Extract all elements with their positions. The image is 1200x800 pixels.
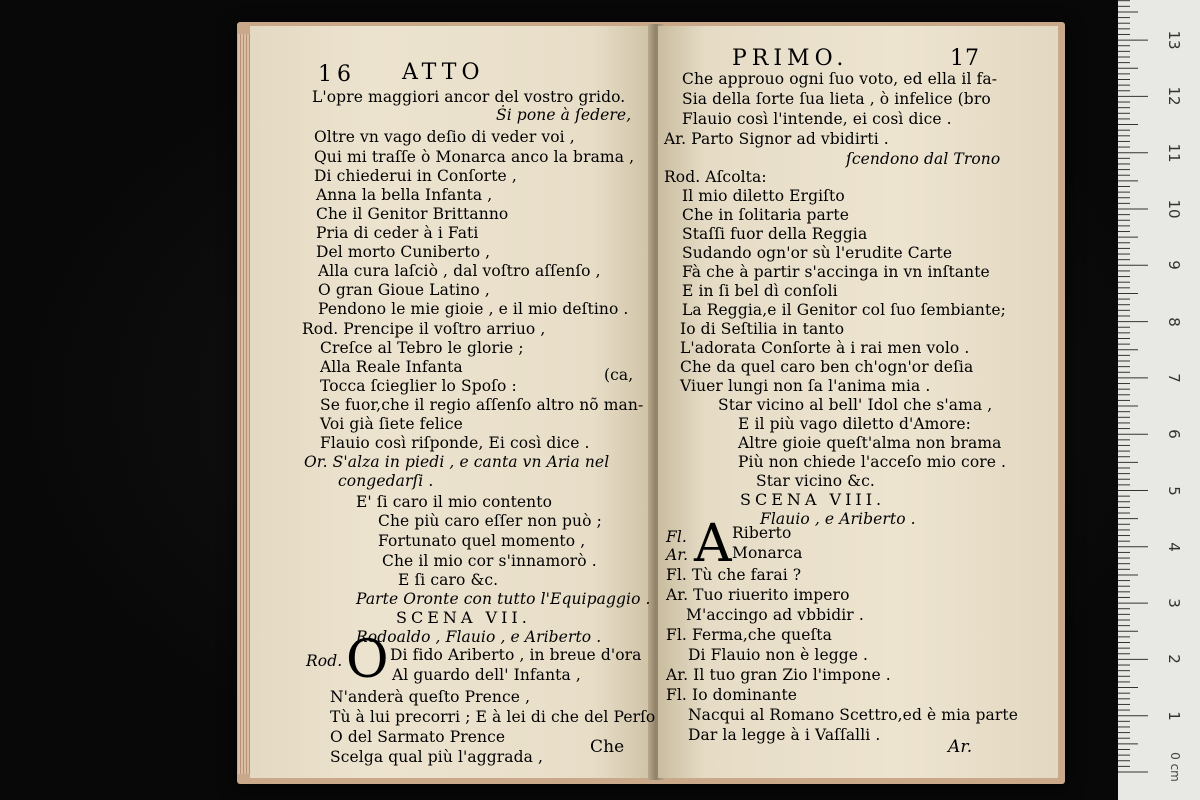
- text-line: Oltre vn vago deſio di veder voi ,: [314, 128, 575, 146]
- text-fragment: (ca,: [604, 366, 634, 384]
- ruler-number: 5: [1165, 485, 1183, 496]
- text-line: Scelga qual più l'aggrada ,: [330, 748, 544, 766]
- catchword: Che: [590, 737, 625, 757]
- ruler-number: 11: [1165, 143, 1183, 163]
- text-line: L'adorata Conſorte à i rai men volo .: [680, 339, 970, 357]
- aria-line: E' ſi caro il mio contento: [356, 493, 553, 511]
- text-line: Voi già ſiete felice: [320, 415, 463, 433]
- text-line: Alla cura laſciò , dal voſtro aſſenſo ,: [318, 262, 601, 280]
- left-page-number: 16: [318, 62, 356, 87]
- scene-characters: Rodoaldo , Flauio , e Ariberto .: [356, 628, 602, 646]
- text-line: O gran Gioue Latino ,: [318, 281, 490, 299]
- aria-line: Che più caro eſſer non può ;: [378, 512, 602, 530]
- speaker-line: Ar. Il tuo gran Zio l'impone .: [666, 666, 891, 684]
- stage-direction: Or. S'alza in piedi , e canta vn Aria nel: [304, 453, 610, 471]
- speaker-line: Fl. Io dominante: [666, 686, 798, 704]
- ruler-number: 6: [1165, 429, 1183, 439]
- text-line: Io di Seſtilia in tanto: [680, 320, 845, 338]
- text-line: O del Sarmato Prence: [330, 728, 506, 746]
- stage-direction: ſcendono dal Trono: [846, 150, 1001, 168]
- drop-cap: O: [346, 630, 389, 690]
- scene-heading: SCENA VIII.: [740, 490, 886, 509]
- scene-characters: Flauio , e Ariberto .: [760, 510, 916, 528]
- drop-cap: A: [694, 514, 732, 574]
- text-line: Nacqui al Romano Scettro,ed è mia parte: [688, 706, 1018, 724]
- text-line: Se fuor,che il regio aſſenſo altro nõ man-: [320, 396, 644, 414]
- left-running-head: ATTO: [402, 60, 485, 85]
- speaker-line: Ar. Tuo riuerito impero: [666, 586, 850, 604]
- ruler-number: 3: [1165, 598, 1183, 608]
- aria-line: Fortunato quel momento ,: [378, 532, 586, 550]
- aria-line: Altre gioie queſt'alma non brama: [738, 434, 1002, 452]
- speaker-line: Fl. Ferma,che queſta: [666, 626, 832, 644]
- ruler-number: 2: [1165, 654, 1183, 665]
- text-line: Sia della ſorte ſua lieta , ò infelice (bro: [682, 90, 991, 108]
- stage-direction: Ṡi pone à ſedere,: [496, 106, 632, 124]
- aria-line: Più non chiede l'acceſo mio core .: [738, 453, 1007, 471]
- text-line: M'accingo ad vbbidir .: [686, 606, 864, 624]
- text-line: Anna la bella Infanta ,: [316, 186, 493, 204]
- text-line: Fà che à partir s'accinga in vn inſtante: [682, 263, 990, 281]
- aria-line: E ſi caro &c.: [398, 571, 499, 589]
- speaker-label: Ar.: [666, 546, 689, 564]
- text-line: Che in ſolitaria parte: [682, 206, 849, 224]
- aria-line: Che il mio cor s'innamorò .: [382, 552, 597, 570]
- text-line: Che il Genitor Brittanno: [316, 205, 509, 223]
- text-line: Riberto: [732, 524, 792, 542]
- ruler-number: 4: [1165, 542, 1183, 552]
- text-line: N'anderà queſto Prence ,: [330, 688, 531, 706]
- speaker-line: Rod. Prencipe il voſtro arriuo ,: [302, 320, 546, 338]
- text-line: Al guardo dell' Infanta ,: [392, 666, 581, 684]
- text-line: Di chiederui in Conſorte ,: [314, 167, 517, 185]
- speaker-label: Fl.: [666, 528, 687, 546]
- text-line: La Reggia,e il Genitor col ſuo ſembiante;: [682, 301, 1006, 319]
- scene-heading: SCENA VII.: [396, 608, 531, 627]
- ruler-number: 12: [1165, 86, 1183, 106]
- text-line: Tocca ſcieglier lo Spoſo :: [320, 377, 517, 395]
- text-line: Il mio diletto Ergiſto: [682, 187, 845, 205]
- speaker-label: Rod.: [306, 652, 343, 670]
- catchword: Ar.: [948, 737, 973, 757]
- text-line: Flauio così riſponde, Ei così dice .: [320, 434, 590, 452]
- right-page-number: 17: [950, 46, 980, 71]
- aria-line: Star vicino al bell' Idol che s'ama ,: [718, 396, 993, 414]
- text-line: Di Flauio non è legge .: [688, 646, 869, 664]
- ruler-number: 8: [1165, 316, 1183, 327]
- text-line: Del morto Cuniberto ,: [316, 243, 491, 261]
- text-line: Dar la legge à i Vaſſalli .: [688, 726, 881, 744]
- measuring-ruler: [1118, 0, 1200, 800]
- aria-line: E il più vago diletto d'Amore:: [738, 415, 971, 433]
- text-line: Viuer lungi non ſa l'anima mia .: [680, 377, 931, 395]
- text-line: L'opre maggiori ancor del vostro grido.: [312, 88, 626, 106]
- ruler-number: 10: [1165, 199, 1183, 219]
- ruler-ticks: [1118, 0, 1200, 800]
- text-line: Che da quel caro ben ch'ogn'or deſia: [680, 358, 974, 376]
- text-line: Qui mi traſſe ò Monarca anco la brama ,: [314, 148, 635, 166]
- ruler-unit-label: 0 cm: [1167, 752, 1182, 782]
- ruler-number: 1: [1165, 710, 1183, 721]
- text-line: Alla Reale Infanta: [320, 358, 463, 376]
- aria-line: Star vicino &c.: [756, 472, 875, 490]
- text-line: Sudando ogn'or sù l'erudite Carte: [682, 244, 953, 262]
- text-line: Pria di ceder à i Fati: [316, 224, 479, 242]
- text-line: Staſſi fuor della Reggia: [682, 225, 868, 243]
- stage-direction: congedarſi .: [338, 472, 434, 490]
- text-line: E in ſi bel dì conſoli: [682, 282, 838, 300]
- right-running-head: PRIMO.: [732, 46, 849, 71]
- ruler-number: 7: [1165, 373, 1183, 383]
- speaker-line: Ar. Parto Signor ad vbidirti .: [664, 130, 889, 148]
- text-line: Monarca: [732, 544, 803, 562]
- text-line: Pendono le mie gioie , e il mio deſtino .: [318, 300, 629, 318]
- speaker-line: Rod. Aſcolta:: [664, 168, 767, 186]
- text-line: Tù à lui precorri ; E à lei di che del Perſo: [330, 708, 656, 726]
- text-line: Flauio così l'intende, ei così dice .: [682, 110, 952, 128]
- speaker-line: Fl. Tù che farai ?: [666, 566, 802, 584]
- text-line: Che approuo ogni ſuo voto, ed ella il fa-: [682, 70, 998, 88]
- ruler-number: 9: [1165, 260, 1183, 271]
- ruler-number: 13: [1165, 30, 1183, 50]
- stage-direction: Parte Oronte con tutto l'Equipaggio .: [356, 590, 651, 608]
- text-line: Di fido Ariberto , in breue d'ora: [390, 646, 642, 664]
- text-line: Creſce al Tebro le glorie ;: [320, 339, 524, 357]
